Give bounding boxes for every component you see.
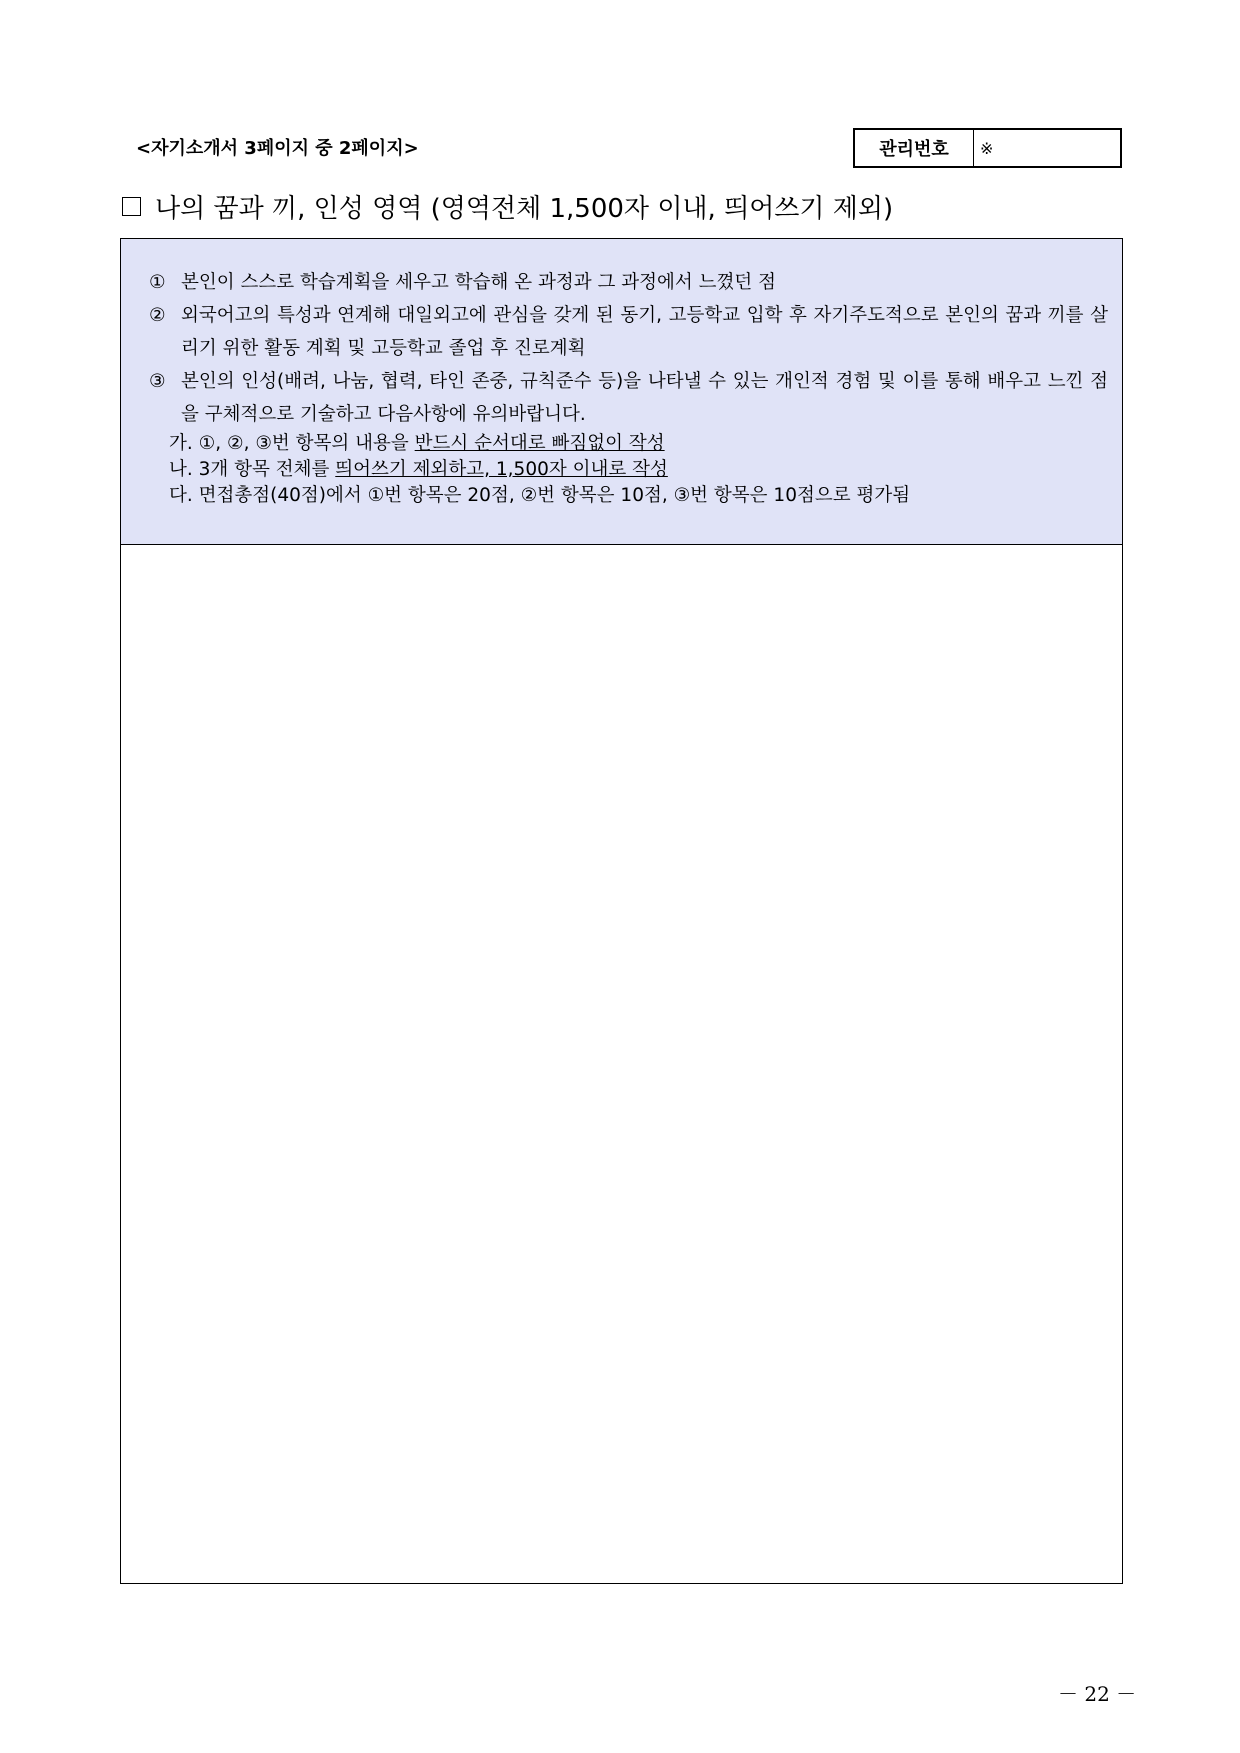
section-heading-text: 나의 꿈과 끼, 인성 영역 (영역전체 1,500자 이내, 띄어쓰기 제외) [155, 194, 894, 224]
note-text: 다. 면접총점(40점)에서 ①번 항목은 20점, ②번 항목은 10점, ③번 항목은 10점으로 평가됨 [169, 485, 911, 506]
instruction-text: 본인의 인성(배려, 나눔, 협력, 타인 존중, 규칙준수 등)을 나타낼 수 있는 개인적 경험 및 이를 통해 배우고 느낀 점을 구체적으로 기술하고 다음사항에 유의바랍니다. [181, 371, 1109, 425]
answer-area[interactable] [121, 545, 1122, 1583]
instruction-item [149, 299, 1108, 365]
note-text: 가. ①, ②, ③번 항목의 내용을 [169, 433, 415, 454]
management-number-box [853, 128, 1122, 168]
instruction-item [149, 365, 1108, 431]
instructions-panel [121, 239, 1122, 545]
note-emphasis: 띄어쓰기 제외하고, 1,500자 이내로 작성 [335, 459, 668, 480]
note-item [169, 483, 1108, 509]
management-number-label: 관리번호 [855, 130, 974, 166]
note-text: 나. 3개 항목 전체를 [169, 459, 336, 480]
instruction-number: ③ [149, 371, 166, 392]
management-number-field[interactable]: ※ [980, 138, 994, 158]
essay-form [120, 238, 1123, 1584]
instruction-text: 외국어고의 특성과 연계해 대일외고에 관심을 갖게 된 동기, 고등학교 입학 후 자기주도적으로 본인의 꿈과 끼를 살리기 위한 활동 계획 및 고등학교 졸업 후 진로계획 [181, 305, 1108, 359]
note-item [169, 431, 1108, 457]
page-caption: <자기소개서 3페이지 중 2페이지> [136, 138, 419, 159]
note-emphasis: 반드시 순서대로 빠짐없이 작성 [414, 433, 665, 454]
instruction-number: ① [149, 272, 166, 293]
page-number: － 22 － [1058, 1682, 1137, 1706]
notes-list [149, 431, 1108, 509]
checkbox-icon [122, 197, 141, 216]
instruction-item [149, 266, 1108, 299]
section-heading [122, 188, 893, 225]
note-item [169, 457, 1108, 483]
instruction-number: ② [149, 305, 166, 326]
instruction-text: 본인이 스스로 학습계획을 세우고 학습해 온 과정과 그 과정에서 느꼈던 점 [181, 272, 776, 293]
